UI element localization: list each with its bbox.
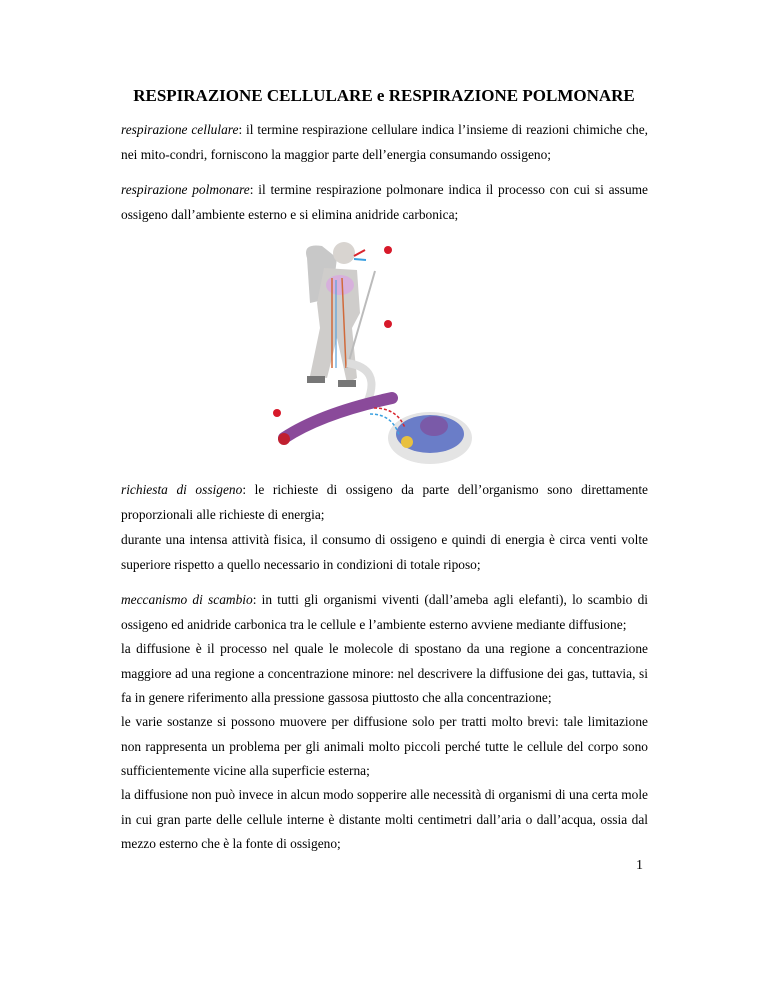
paragraph-respirazione-polmonare [121,178,648,227]
marker-dot [273,409,281,417]
paragraph-text: le varie sostanze si possono muovere per diffusione solo per tratti molto brevi: tale limitazione non rappresenta un problema per gli animali molto piccoli perché tutte le cellule del corpo sono sufficientemente vicine alla superficie esterna; [121,714,648,778]
term: meccanismo di scambio [121,592,253,607]
paragraph-diffusione [121,637,648,711]
paragraph-text: : il termine respirazione polmonare indica il processo con cui si assume ossigeno dall’ambiente esterno e si elimina anidride carbonica; [121,182,648,222]
paragraph-text: : le richieste di ossigeno da parte dell’organismo sono direttamente proporzionali alle richieste di energia; [121,482,648,522]
paragraph-varie-sostanze [121,710,648,784]
paragraph-respirazione-cellulare [121,118,648,167]
marker-dot [384,246,392,254]
page-number: 1 [636,858,643,873]
paragraph-text: durante una intensa attività fisica, il consumo di ossigeno e quindi di energia è circa venti volte superiore rispetto a quello necessario in condizioni di totale riposo; [121,532,648,572]
paragraph-text: : il termine respirazione cellulare indica l’insieme di reazioni chimiche che, nei mito-condri, forniscono la maggior parte dell’energia consumando ossigeno; [121,122,648,162]
paragraph-text: la diffusione è il processo nel quale le molecole di spostano da una regione a concentrazione maggiore ad una regione a concentrazione minore: nel descrivere la diffusione dei gas, tuttavia, si fa in genere riferimento alla pressione gassosa piuttosto che alla concentrazione; [121,641,648,705]
paragraph-text: la diffusione non può invece in alcun modo sopperire alle necessità di organismi di una certa mole in cui gran parte delle cellule interne è distante molti centimetri dall’aria o dall’acqua, ossia dal mezzo esterno che è la fonte di ossigeno; [121,787,648,851]
paragraph-meccanismo-scambio [121,588,648,637]
paragraph-attivita-fisica [121,528,648,577]
term: richiesta di ossigeno [121,482,243,497]
term: respirazione polmonare [121,182,250,197]
blood-vessel [278,398,392,445]
page-title: RESPIRAZIONE CELLULARE e RESPIRAZIONE POLMONARE [133,86,635,105]
term: respirazione cellulare [121,122,239,137]
marker-dot [384,320,392,328]
respiration-illustration [262,228,482,468]
paragraph-richiesta-ossigeno [121,478,648,527]
paragraph-diffusione-limiti [121,783,648,857]
paragraph-text: : in tutti gli organismi viventi (dall’ameba agli elefanti), lo scambio di ossigeno ed anidride carbonica tra le cellule e l’ambiente esterno avviene mediante diffusione; [121,592,648,632]
